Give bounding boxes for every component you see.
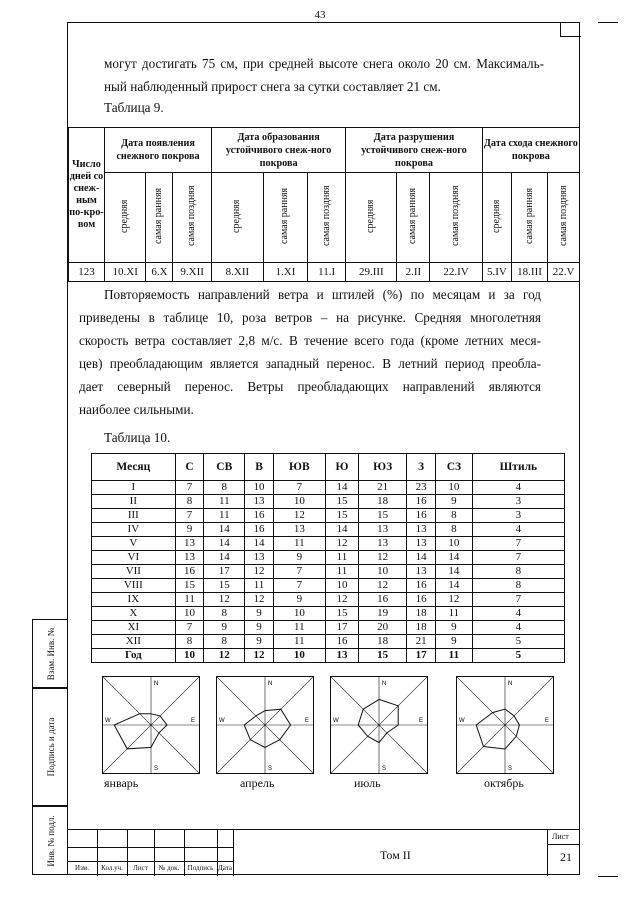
table10-cell: 15 xyxy=(325,495,358,509)
table10-cell: 13 xyxy=(175,537,204,551)
table9-cell: 18.III xyxy=(512,263,548,282)
table10-cell: 11 xyxy=(204,509,245,523)
table10-row xyxy=(92,537,565,551)
table9-cell: 29.III xyxy=(346,263,397,282)
wind-rose xyxy=(216,676,314,774)
table10-header: Ю xyxy=(325,454,358,481)
table9-subheader: средняя xyxy=(490,199,502,233)
table10-cell: VIII xyxy=(92,579,176,593)
stamp-vzam-inv xyxy=(32,619,68,688)
wind-rose-direction-label: W xyxy=(219,718,225,724)
wind-rose-direction-label: N xyxy=(508,681,513,687)
table9-subheader: самая поздняя xyxy=(320,185,332,247)
table10-cell: 7 xyxy=(273,565,325,579)
table10-cell: 15 xyxy=(204,579,245,593)
table10-cell: 12 xyxy=(245,565,274,579)
table10-row xyxy=(92,551,565,565)
table10-cell: 21 xyxy=(359,481,407,495)
volume-label: Том II xyxy=(380,848,411,862)
table10-cell: 14 xyxy=(245,537,274,551)
table9-cell: 22.IV xyxy=(430,263,482,282)
table10-cell: 9 xyxy=(245,635,274,649)
table10-cell: 18 xyxy=(359,635,407,649)
wind-rose-direction-label: S xyxy=(154,766,159,772)
table10-cell: 5 xyxy=(472,635,564,649)
table9-subheader: самая ранняя xyxy=(523,187,535,245)
table10-cell: 15 xyxy=(325,509,358,523)
table10-cell: 12 xyxy=(273,509,325,523)
table10-cell: 9 xyxy=(435,495,472,509)
frame-tick-bottom xyxy=(598,876,618,877)
wind-line: скорость ветра составляет 2,8 м/с. В течение всего года (кроме летних меся- xyxy=(79,333,541,348)
table10-cell: V xyxy=(92,537,176,551)
table10-cell: 7 xyxy=(472,593,564,607)
table9-group-header: Дата разрушения устойчивого снеж-ного покрова xyxy=(346,128,483,173)
table9-cell: 2.II xyxy=(397,263,430,282)
table10-cell: 8 xyxy=(472,565,564,579)
table9-group-header: Дата появления снежного покрова xyxy=(105,128,212,173)
table10-cell: 8 xyxy=(204,635,245,649)
wind-rose-direction-label: S xyxy=(508,766,513,772)
table10-row xyxy=(92,607,565,621)
table10-cell: 16 xyxy=(407,495,436,509)
intro-paragraph xyxy=(104,52,544,98)
table10-cell: 3 xyxy=(472,495,564,509)
table10-cell: 8 xyxy=(435,509,472,523)
stamp-vzam-inv-label: Взам. Инв. № xyxy=(45,627,56,680)
wind-rose-direction-label: N xyxy=(268,681,273,687)
wind-paragraph xyxy=(79,283,541,421)
wind-rose-direction-label: W xyxy=(459,718,465,724)
table10-cell: 4 xyxy=(472,621,564,635)
table10-header: ЮВ xyxy=(273,454,325,481)
table10-cell: 7 xyxy=(273,579,325,593)
table10-cell: 21 xyxy=(407,635,436,649)
table10-cell: 14 xyxy=(435,565,472,579)
table10-row xyxy=(92,565,565,579)
table9 xyxy=(68,127,580,282)
table10-cell: 16 xyxy=(407,579,436,593)
table10-cell: 8 xyxy=(175,495,204,509)
table10-cell: 11 xyxy=(325,551,358,565)
table10-cell: 10 xyxy=(435,481,472,495)
table10-cell: 3 xyxy=(472,509,564,523)
table10-cell: 14 xyxy=(325,481,358,495)
table10-cell: 18 xyxy=(407,621,436,635)
wind-rose-direction-label: E xyxy=(191,718,196,724)
wind-rose xyxy=(456,676,554,774)
intro-line-2: ный наблюденный прирост снега за сутки составляет 21 см. xyxy=(104,79,441,94)
wind-rose-polygon xyxy=(358,699,398,742)
table10-header: ЮЗ xyxy=(359,454,407,481)
frame-tick-top xyxy=(598,22,618,23)
table10-cell: 12 xyxy=(204,593,245,607)
wind-line: цев) преобладающим является западный перенос. В летний период преобла- xyxy=(79,356,541,371)
table10-cell: 10 xyxy=(273,649,325,663)
table10-row xyxy=(92,495,565,509)
table9-caption: Таблица 9. xyxy=(104,100,164,115)
table10-cell: 10 xyxy=(325,579,358,593)
table10-cell: 12 xyxy=(359,551,407,565)
table10-cell: 5 xyxy=(472,649,564,663)
table10-cell: 8 xyxy=(204,481,245,495)
table10-cell: 14 xyxy=(435,579,472,593)
table10-cell: 4 xyxy=(472,523,564,537)
table10-cell: 13 xyxy=(245,551,274,565)
table10-cell: 12 xyxy=(325,537,358,551)
table9-cell: 6.X xyxy=(146,263,173,282)
table10-row xyxy=(92,509,565,523)
wind-rose-direction-label: N xyxy=(382,681,387,687)
title-block-column-label: Подпись xyxy=(187,864,214,872)
table10-header: СВ xyxy=(204,454,245,481)
wind-rose-direction-label: S xyxy=(268,766,273,772)
table9-cell: 123 xyxy=(69,263,105,282)
table9-col1-header xyxy=(69,128,105,263)
wind-rose-label: июль xyxy=(354,776,381,790)
table10-cell: 16 xyxy=(325,635,358,649)
table10-row xyxy=(92,579,565,593)
table10-cell: 11 xyxy=(273,621,325,635)
wind-rose-direction-label: S xyxy=(382,766,387,772)
table10-cell: 7 xyxy=(175,481,204,495)
table10-cell: X xyxy=(92,607,176,621)
table9-subheader: средняя xyxy=(231,199,243,233)
table9-subheader: самая ранняя xyxy=(153,187,165,245)
wind-rose-direction-label: W xyxy=(333,718,339,724)
table9-subheader: средняя xyxy=(119,199,131,233)
table9-group-header: Дата образования устойчивого снеж-ного покрова xyxy=(211,128,345,173)
wind-rose-direction-label: E xyxy=(305,718,310,724)
table10-cell: 7 xyxy=(273,481,325,495)
table10-cell: 13 xyxy=(407,523,436,537)
table10-cell: 14 xyxy=(204,537,245,551)
table10-cell: 10 xyxy=(175,649,204,663)
table9-subheader: самая поздняя xyxy=(450,185,462,247)
table10-cell: 15 xyxy=(325,607,358,621)
table10-cell: 12 xyxy=(245,649,274,663)
table10-cell: 23 xyxy=(407,481,436,495)
wind-rose xyxy=(330,676,428,774)
table10-cell: 7 xyxy=(472,551,564,565)
table10-cell: IX xyxy=(92,593,176,607)
table10-cell: 8 xyxy=(204,607,245,621)
table10-cell: 12 xyxy=(204,649,245,663)
table10-cell: 15 xyxy=(175,579,204,593)
table10-cell: 14 xyxy=(325,523,358,537)
table10-cell: 14 xyxy=(435,551,472,565)
table10-cell: 11 xyxy=(273,635,325,649)
table10-cell: III xyxy=(92,509,176,523)
table10-header: С xyxy=(175,454,204,481)
table10-cell: XII xyxy=(92,635,176,649)
wind-line: дает северный перенос. Ветры преобладающих направлений являются xyxy=(79,379,541,394)
table10-cell: 8 xyxy=(175,635,204,649)
table10-cell: 14 xyxy=(407,551,436,565)
stamp-inv-podl-label: Инв. № подл. xyxy=(45,814,56,867)
table10-row xyxy=(92,523,565,537)
table9-group-header: Дата схода снежного покрова xyxy=(482,128,579,173)
title-block-column-label: Лист xyxy=(133,864,148,872)
table10-header: З xyxy=(407,454,436,481)
table10-cell: 12 xyxy=(435,593,472,607)
table10-cell: VII xyxy=(92,565,176,579)
table9-cell: 9.XII xyxy=(173,263,212,282)
table10-cell: 13 xyxy=(273,523,325,537)
table10 xyxy=(91,453,565,663)
table10-cell: 13 xyxy=(325,649,358,663)
table10-header: СЗ xyxy=(435,454,472,481)
table10-cell: 15 xyxy=(359,649,407,663)
table10-cell: 9 xyxy=(204,621,245,635)
frame-corner-mark xyxy=(560,22,581,37)
table10-header: Месяц xyxy=(92,454,176,481)
table9-col1-text: Число дней со снеж-ным по-кро-вом xyxy=(69,159,104,230)
sheet-number: 21 xyxy=(560,850,572,864)
table10-cell: 11 xyxy=(273,537,325,551)
table10-cell: 10 xyxy=(435,537,472,551)
table10-row xyxy=(92,635,565,649)
table10-cell: 8 xyxy=(472,579,564,593)
table10-cell: 10 xyxy=(245,481,274,495)
table9-subheader: самая поздняя xyxy=(186,185,198,247)
table10-cell: 10 xyxy=(273,607,325,621)
table9-cell: 11.I xyxy=(308,263,346,282)
table10-header: В xyxy=(245,454,274,481)
stamp-inv-podl xyxy=(32,806,68,875)
table9-cell: 8.XII xyxy=(211,263,263,282)
table10-cell: 13 xyxy=(407,565,436,579)
wind-line: наиболее сильными. xyxy=(79,402,194,417)
title-block-column-label: Дата xyxy=(218,864,232,872)
table10-row xyxy=(92,481,565,495)
table10-cell: 12 xyxy=(245,593,274,607)
wind-rose-label: апрель xyxy=(240,776,275,790)
wind-rose-direction-label: W xyxy=(105,718,111,724)
table10-cell: 16 xyxy=(359,593,407,607)
table10-cell: 15 xyxy=(359,509,407,523)
table10-cell: 11 xyxy=(175,593,204,607)
table10-cell: 11 xyxy=(245,579,274,593)
wind-rose-polygon xyxy=(476,709,519,749)
wind-rose-direction-label: E xyxy=(545,718,550,724)
table10-cell: VI xyxy=(92,551,176,565)
table10-cell: 11 xyxy=(204,495,245,509)
table10-cell: 17 xyxy=(407,649,436,663)
table10-cell: 10 xyxy=(359,565,407,579)
table10-cell: 13 xyxy=(245,495,274,509)
table10-cell: 17 xyxy=(325,621,358,635)
table10-cell: Год xyxy=(92,649,176,663)
table10-cell: 4 xyxy=(472,607,564,621)
table10-cell: 9 xyxy=(175,523,204,537)
table10-cell: 18 xyxy=(359,495,407,509)
table9-subheader: средняя xyxy=(365,199,377,233)
table10-row xyxy=(92,593,565,607)
table10-cell: 8 xyxy=(435,523,472,537)
table9-cell: 22.V xyxy=(548,263,580,282)
table9-cell: 10.XI xyxy=(105,263,146,282)
table10-cell: 9 xyxy=(245,621,274,635)
table10-cell: 7 xyxy=(472,537,564,551)
table9-subheader: самая ранняя xyxy=(407,187,419,245)
wind-line: приведены в таблице 10, роза ветров – на рисунке. Средняя многолетняя xyxy=(79,310,541,325)
wind-rose-direction-label: E xyxy=(419,718,424,724)
table10-cell: 12 xyxy=(325,593,358,607)
table9-cell: 5.IV xyxy=(482,263,511,282)
wind-rose-polygon xyxy=(114,714,167,749)
stamp-podpis-data xyxy=(32,688,68,806)
table10-cell: 10 xyxy=(175,607,204,621)
table10-cell: 20 xyxy=(359,621,407,635)
title-block-column-label: Кол.уч. xyxy=(101,864,123,872)
table10-cell: 9 xyxy=(273,551,325,565)
table10-cell: 9 xyxy=(273,593,325,607)
table10-cell: 9 xyxy=(245,607,274,621)
table10-cell: 17 xyxy=(204,565,245,579)
table10-cell: 10 xyxy=(273,495,325,509)
table10-cell: 12 xyxy=(359,579,407,593)
table10-caption: Таблица 10. xyxy=(104,430,171,445)
wind-rose xyxy=(102,676,200,774)
wind-rose-direction-label: N xyxy=(154,681,159,687)
table10-cell: IV xyxy=(92,523,176,537)
table10-cell: XI xyxy=(92,621,176,635)
table10-cell: I xyxy=(92,481,176,495)
table10-year-row xyxy=(92,649,565,663)
table10-cell: 16 xyxy=(245,523,274,537)
wind-rose-label: октябрь xyxy=(484,776,524,790)
table10-cell: 11 xyxy=(325,565,358,579)
page-number: 43 xyxy=(314,9,326,21)
table10-cell: 13 xyxy=(175,551,204,565)
table10-cell: 14 xyxy=(204,551,245,565)
table10-cell: 16 xyxy=(407,509,436,523)
stamp-podpis-label: Подпись и дата xyxy=(45,717,56,777)
table10-cell: 13 xyxy=(407,537,436,551)
table10-row xyxy=(92,621,565,635)
table10-cell: 14 xyxy=(204,523,245,537)
table10-cell: 4 xyxy=(472,481,564,495)
table10-cell: 13 xyxy=(359,523,407,537)
title-block-column-label: № док. xyxy=(158,864,180,872)
sheet-label: Лист xyxy=(552,832,569,841)
table10-cell: 7 xyxy=(175,621,204,635)
wind-rose-label: январь xyxy=(104,776,139,790)
table10-cell: 19 xyxy=(359,607,407,621)
table9-cell: 1.XI xyxy=(263,263,307,282)
table10-header: Штиль xyxy=(472,454,564,481)
wind-rose-polygon xyxy=(244,709,290,747)
table10-cell: 11 xyxy=(435,607,472,621)
table10-cell: II xyxy=(92,495,176,509)
table10-cell: 16 xyxy=(175,565,204,579)
table10-cell: 18 xyxy=(407,607,436,621)
wind-line: Повторяемость направлений ветра и штилей (%) по месяцам и за год xyxy=(104,287,541,302)
table10-cell: 9 xyxy=(435,635,472,649)
table10-cell: 13 xyxy=(359,537,407,551)
title-block xyxy=(67,829,580,876)
table10-cell: 11 xyxy=(435,649,472,663)
table10-cell: 16 xyxy=(407,593,436,607)
table10-cell: 7 xyxy=(175,509,204,523)
table10-cell: 9 xyxy=(435,621,472,635)
title-block-column-label: Изм. xyxy=(75,864,89,872)
intro-line-1: могут достигать 75 см, при средней высоте снега около 20 см. Максималь- xyxy=(104,56,544,71)
table10-cell: 16 xyxy=(245,509,274,523)
table9-subheader: самая поздняя xyxy=(557,185,569,247)
table9-subheader: самая ранняя xyxy=(279,187,291,245)
